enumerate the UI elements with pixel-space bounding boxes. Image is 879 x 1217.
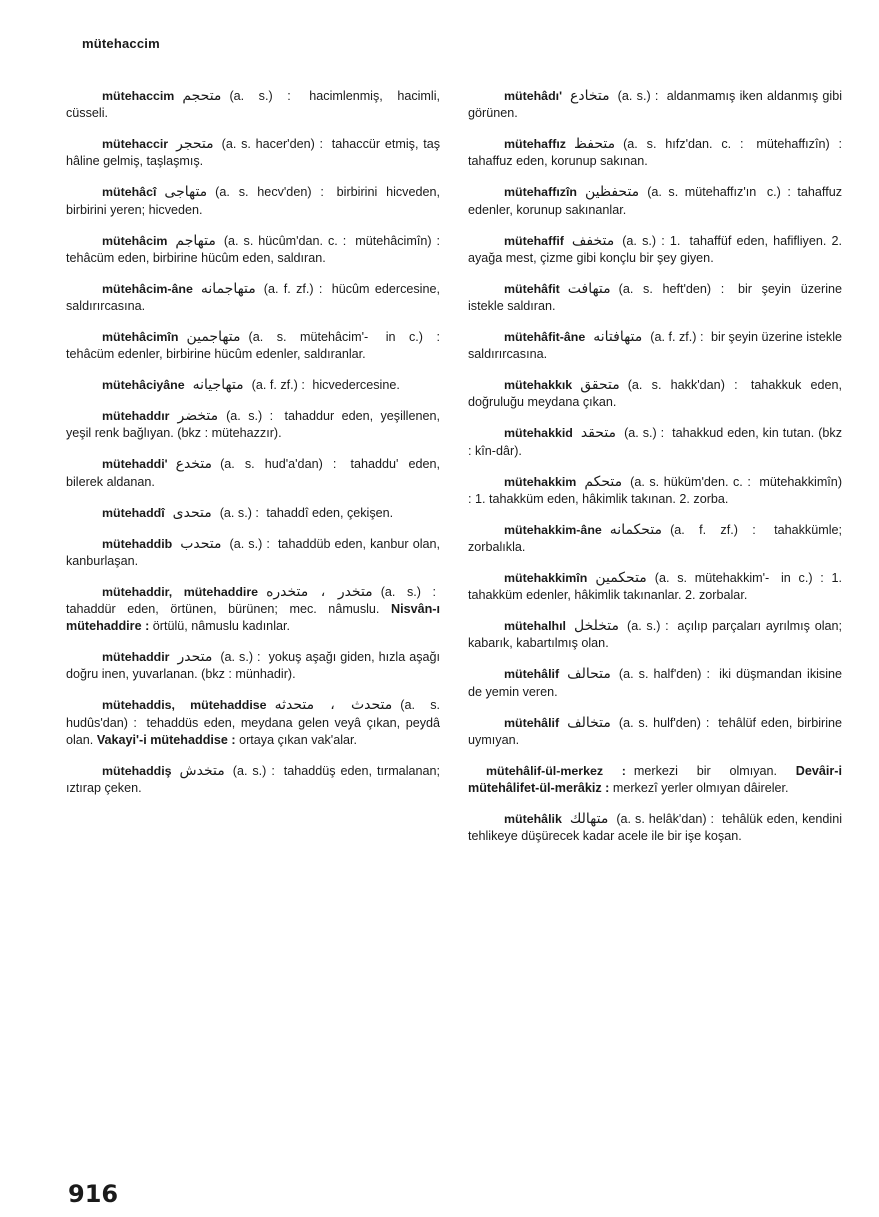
grammar-note: (a. f. zf.) : (263, 281, 323, 296)
headword: mütehaddi' (102, 457, 168, 472)
definition: tehâlüf eden, birbirine uymıyan. (468, 715, 843, 747)
dictionary-entry (66, 329, 440, 363)
arabic-script: متهاجيانه (192, 377, 244, 394)
grammar-note: (a. s. mütehâcim'- (248, 330, 369, 345)
dictionary-entry (66, 281, 440, 315)
headword: mütehaddir (102, 650, 170, 665)
grammar-note: (a. s.) : (380, 584, 436, 599)
dictionary-entry (66, 536, 440, 570)
sub-entry-definition: ortaya çıkan vak'alar. (239, 732, 357, 747)
arabic-script: متحدب (180, 535, 222, 552)
arabic-script: متحجم (182, 88, 222, 104)
dictionary-entry (468, 666, 842, 700)
definition: hücûm edercesine, saldırırcasına. (66, 281, 440, 314)
definition: tahaddüb eden, kanbur olan, kanburlaşan. (66, 536, 441, 568)
sub-entry-phrase: Vakayi'-i mütehaddise : (96, 732, 236, 747)
sub-entry-phrase: Devâir-i mütehâlifet-ül-merâkiz : (468, 763, 842, 796)
arabic-script: متحقق (580, 377, 620, 394)
dictionary-entry (468, 618, 842, 652)
definition: mütehâcimîn) : tehâcüm eden, birbirine hücûm eden, saldıran. (66, 233, 440, 265)
headword: mütehaddis, mütehaddise (102, 698, 267, 713)
dictionary-entry (66, 649, 440, 683)
dictionary-entry (468, 184, 842, 218)
grammar-note: (a. f. zf.) : (670, 522, 756, 537)
arabic-script: متحدث ، متحدثه (274, 697, 393, 714)
definition: in c.) : tehâcüm edenler, birbirine hücûm edenler, saldıranlar. (66, 330, 440, 362)
headword: mütehâlif (504, 667, 560, 682)
grammar-note: (a. s. hüküm'den. c. : (630, 474, 751, 489)
dictionary-entry (468, 329, 842, 363)
dictionary-entry (468, 715, 842, 749)
grammar-note: (a. s. hıfz'dan. c. : (623, 137, 744, 152)
arabic-script: متحدی (172, 504, 212, 521)
grammar-note: (a. s. mütehakkim'- (654, 571, 770, 586)
dictionary-entry (468, 522, 842, 556)
grammar-note: (a. s. mütehaffız'ın (647, 185, 757, 200)
arabic-script: متحفظين (584, 184, 640, 201)
headword: mütehâlif-ül-merkez : (486, 763, 626, 778)
grammar-note: (a. s. hud'a'dan) : (220, 457, 337, 472)
arabic-script: متهاجم (175, 232, 216, 249)
dictionary-entry (468, 233, 842, 267)
dictionary-entry (468, 570, 842, 604)
definition: tahaccür etmiş, taş hâline gelmiş, taşlaşmış. (66, 137, 440, 169)
grammar-note: (a. s.) : (627, 619, 669, 634)
grammar-note: (a. s.) : (219, 505, 259, 520)
dictionary-entry (468, 377, 842, 411)
definition: bir şeyin üzerine istekle saldıran. (468, 281, 842, 314)
arabic-script: متهالك (569, 811, 609, 828)
definition: tahaddu' eden, bilerek aldanan. (66, 457, 440, 489)
headword: mütehakkim-âne (504, 522, 602, 537)
definition: tehaddüs eden, meydana gelen veyâ çıkan, peydâ olan. (66, 715, 441, 747)
dictionary-entry (468, 763, 842, 797)
sub-entry-definition: örtülü, nâmuslu kadınlar. (152, 619, 290, 634)
headword: mütehaddib (102, 536, 173, 551)
arabic-script: متخدش (179, 762, 225, 779)
definition: yokuş aşağı giden, hızla aşağı doğru inen, yuvarlanan. (bkz : münhadir). (66, 650, 441, 682)
arabic-script: متهافت (567, 280, 611, 297)
headword: mütehaddiş (102, 763, 172, 778)
definition: açılıp parçaları ayrılmış olan; kabarık, kabartılmış olan. (468, 619, 842, 651)
dictionary-entry (468, 811, 842, 845)
headword: mütehaccir (102, 137, 169, 152)
headword: mütehaffif (504, 233, 564, 248)
definition: tahakkuk eden, doğruluğu meydana çıkan. (468, 378, 843, 410)
headword: mütehâcim (102, 233, 168, 248)
grammar-note: (a. s. hakk'dan) : (627, 378, 738, 393)
grammar-note: (a. s. hulf'den) : (618, 715, 710, 730)
dictionary-entry (66, 136, 440, 170)
definition: aldanmamış iken aldanmış gibi görünen. (468, 89, 843, 121)
definition: tahaddüş eden, tırmalanan; ıztırap çeken. (66, 763, 441, 796)
dictionary-entry (66, 505, 440, 522)
definition: hicvedercesine. (312, 378, 400, 393)
arabic-script: متخالف (567, 714, 611, 731)
dictionary-entry (66, 456, 440, 490)
definition: tahakkümle; zorbalıkla. (468, 522, 842, 555)
arabic-script: متحقد (580, 425, 617, 442)
headword: mütehaddır (102, 409, 170, 424)
arabic-script: متخضر (177, 408, 219, 425)
arabic-script: متحجر (176, 136, 214, 153)
definition: c.) : tahaffuz edenler, korunup sakınanlar. (468, 185, 842, 217)
grammar-note: (a. s.) : (624, 426, 665, 441)
headword: mütehaddî (102, 505, 165, 520)
headword: mütehâlik (504, 812, 562, 827)
arabic-script: متخفف (571, 232, 615, 249)
headword: mütehakkim (504, 474, 577, 489)
headword: mütehakkık (504, 378, 573, 393)
headword: mütehaddir, mütehaddire (102, 584, 259, 599)
definition: tahaffüf eden, hafifliyen. 2. ayağa mest, çizme gibi konçlu bir şey giyen. (468, 233, 842, 265)
dictionary-entry (468, 474, 842, 508)
grammar-note: (a. s.) : (220, 650, 261, 665)
dictionary-entry (66, 184, 440, 218)
definition: iki düşmandan ikisine de yemin veren. (468, 667, 843, 699)
arabic-script: متخلخل (573, 618, 620, 635)
headword: mütehaffız (504, 137, 566, 152)
dictionary-entry (66, 697, 440, 749)
page-number: 916 (68, 1180, 119, 1208)
grammar-note: (a. s. heft'den) : (618, 281, 725, 296)
grammar-note: (a. s. hecv'den) : (215, 185, 324, 200)
sub-entry-definition: merkezî yerler olmıyan dâireler. (612, 781, 789, 796)
grammar-note: (a. s. half'den) : (618, 667, 711, 682)
grammar-note: (a. s.) : (229, 536, 270, 551)
grammar-note: (a. f. zf.) : (251, 378, 305, 393)
dictionary-entry (468, 281, 842, 315)
definition: merkezi bir olmıyan. (633, 763, 778, 778)
dictionary-entry (468, 425, 842, 459)
left-column (66, 88, 440, 811)
headword: mütehakkimîn (504, 571, 588, 586)
arabic-script: متحفظ (573, 136, 616, 153)
headword: mütehalhıl (504, 619, 566, 634)
grammar-note: (a. s. hücûm'dan. c. : (223, 233, 347, 248)
definition: tahaddür eden, örtünen, bürünen; mec. nâmuslu. (66, 602, 380, 617)
grammar-note: (a. s. hudûs'dan) : (66, 698, 440, 730)
definition: tahakkud eden, kin tutan. (bkz : kîn-dâr). (468, 426, 843, 458)
arabic-script: متخدع (175, 456, 213, 473)
dictionary-entry (66, 584, 440, 636)
definition: tehâlük eden, kendini tehlikeye düşürecek kadar acele ile bir işe koşan. (468, 812, 842, 844)
grammar-note: (a. s.) : (229, 89, 291, 103)
arabic-script: متخدر ، متخدره (266, 583, 373, 600)
definition: bir şeyin üzerine istekle saldırırcasına. (468, 330, 842, 362)
running-head: mütehaccim (82, 36, 160, 51)
arabic-script: متحكمانه (609, 521, 663, 538)
definition: hacimlenmiş, hacimli, cüsseli. (66, 89, 441, 121)
headword: mütehâlif (504, 715, 560, 730)
definition: mütehakkimîn) : 1. tahakküm eden, hâkimlik takınan. 2. zorba. (468, 474, 843, 506)
sub-entry-phrase: Nisvân-ı mütehaddire : (66, 602, 440, 634)
dictionary-entry (66, 377, 440, 394)
grammar-note: (a. s.) : 1. (622, 233, 681, 248)
dictionary-entry (468, 88, 842, 122)
arabic-script: متهاجمانه (200, 280, 256, 297)
definition: tahaddur eden, yeşillenen, yeşil renk bağlıyan. (bkz : mütehazzır). (66, 409, 440, 441)
headword: mütehâcim-âne (102, 281, 193, 296)
headword: mütehâcimîn (102, 330, 179, 345)
headword: mütehâfit-âne (504, 330, 586, 345)
headword: mütehâciyâne (102, 378, 185, 393)
arabic-script: متخادع (570, 88, 610, 104)
headword: mütehaffızîn (504, 185, 577, 200)
arabic-script: متهاجمين (186, 329, 241, 346)
dictionary-entry (66, 763, 440, 797)
arabic-script: متهاجی (164, 184, 208, 201)
definition: in c.) : 1. tahakküm edenler, hâkimlik takınanlar. 2. zorbalar. (468, 571, 843, 603)
headword: mütehâfit (504, 281, 560, 296)
grammar-note: (a. s.) : (232, 763, 275, 778)
dictionary-entry (66, 408, 440, 442)
arabic-script: متحالف (567, 666, 611, 683)
headword: mütehâcî (102, 185, 157, 200)
grammar-note: (a. f. zf.) : (650, 330, 704, 345)
arabic-script: متحكمين (595, 570, 647, 587)
grammar-note: (a. s. hacer'den) : (221, 137, 324, 152)
dictionary-entry (66, 233, 440, 267)
headword: mütehakkid (504, 426, 573, 441)
arabic-script: متحدر (177, 649, 213, 666)
definition: tahaddî eden, çekişen. (266, 505, 394, 520)
arabic-script: متحكم (584, 473, 623, 490)
right-column (468, 88, 842, 859)
grammar-note: (a. s. helâk'dan) : (616, 812, 715, 827)
headword: mütehâdı' (504, 89, 563, 103)
grammar-note: (a. s.) : (617, 89, 659, 103)
grammar-note: (a. s.) : (226, 409, 274, 424)
dictionary-entry (66, 88, 440, 122)
dictionary-entry (468, 136, 842, 170)
arabic-script: متهافتانه (593, 329, 643, 346)
definition: birbirini hicveden, birbirini yeren; hicveden. (66, 185, 440, 217)
definition: mütehaffızîn) : tahaffuz eden, korunup sakınan. (468, 137, 842, 169)
headword: mütehaccim (102, 89, 175, 103)
